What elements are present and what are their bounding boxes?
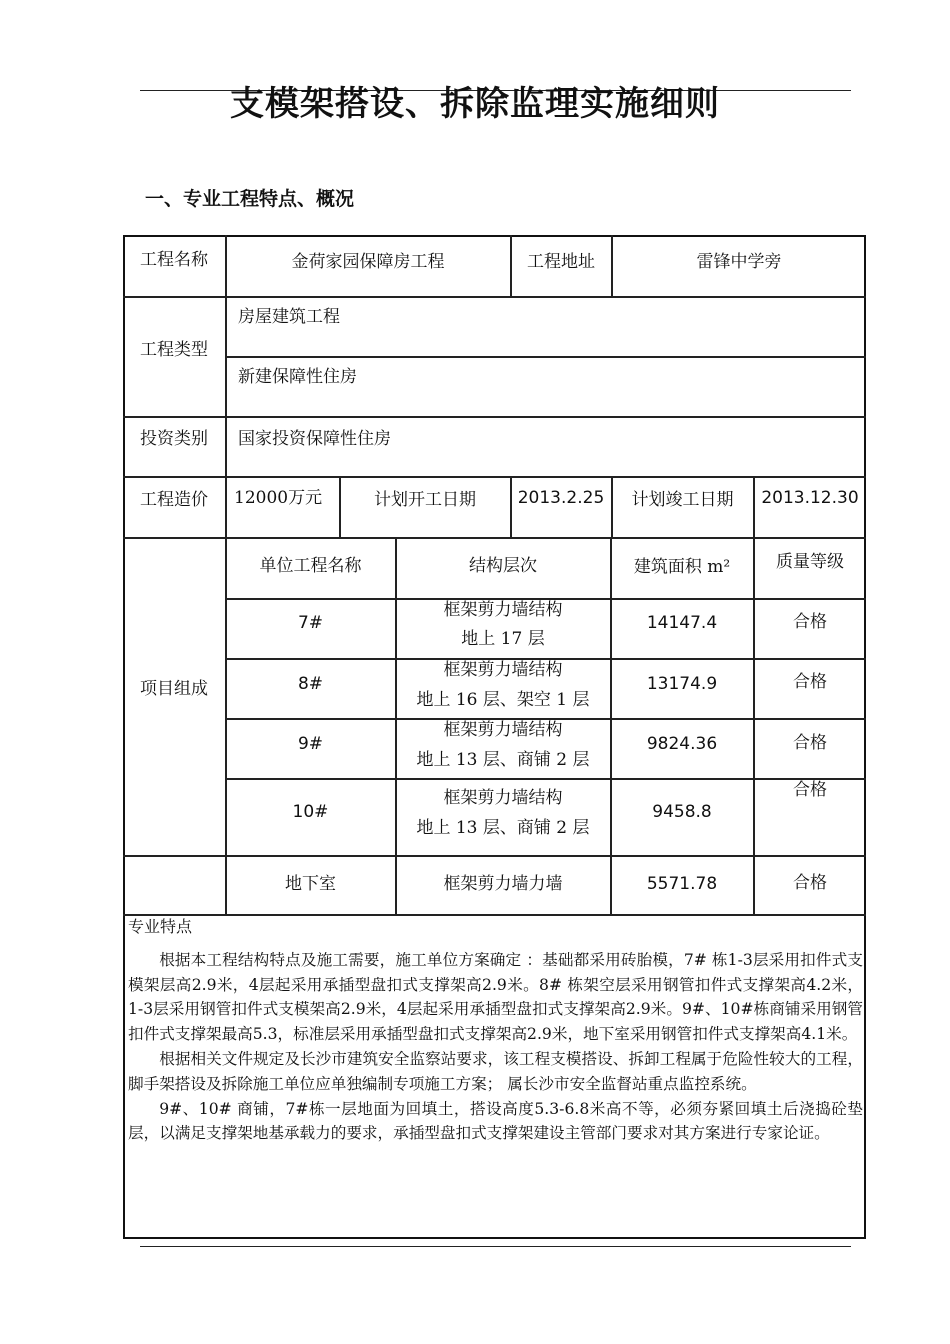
project-address-label: 工程地址 xyxy=(527,252,595,272)
planned-end-label: 计划竣工日期 xyxy=(631,490,734,510)
project-name-label: 工程名称 xyxy=(140,250,208,270)
project-cost-label: 工程造价 xyxy=(140,490,208,510)
table-row-grade: 合格 xyxy=(793,780,827,800)
features-paragraph: 根据本工程结构特点及施工需要，施工单位方案确定 ：基础都采用砖胎模，7# 栋1-3层采用扣件式支模架层高2.9米，4层起采用承插型盘扣式支撑架高2.9米。8# 栋架空层采用钢管扣件式支撑架高4.2米，1-3层采用钢管扣件式支模架高2.9米，4层起采用承插型盘扣式支撑架高2.9米。9#、10#栋商铺采用钢管扣件式支撑架最高5.3，标准层采用承插型盘扣式支撑架高2.9米，地下室采用钢管扣件式支撑架高4.1米。 xyxy=(128,950,863,1044)
table-row-unit: 7# xyxy=(297,613,324,633)
project-name-value: 金荷家园保障房工程 xyxy=(291,252,445,272)
project-type-value: 房屋建筑工程 xyxy=(238,307,340,327)
col-divider xyxy=(610,537,612,915)
basement-grade: 合格 xyxy=(793,873,827,893)
features-label: 专业特点 xyxy=(128,917,193,936)
investment-type-label: 投资类别 xyxy=(140,429,208,449)
table-row-structure: 框架剪力墙结构 xyxy=(443,660,563,680)
col-divider xyxy=(753,537,755,915)
table-row-area: 9458.8 xyxy=(652,802,712,822)
bottom-rule xyxy=(140,1246,851,1247)
composition-label: 项目组成 xyxy=(140,679,208,699)
basement-area: 5571.78 xyxy=(646,874,718,894)
table-row-area: 9824.36 xyxy=(646,734,718,754)
row-divider xyxy=(123,296,866,298)
features-section xyxy=(128,915,863,1146)
table-row-area: 14147.4 xyxy=(646,613,718,633)
planned-start-label: 计划开工日期 xyxy=(374,490,476,510)
section-heading: 一、专业工程特点、概况 xyxy=(145,188,355,210)
table-row-structure: 框架剪力墙结构 xyxy=(443,600,563,620)
row-divider xyxy=(123,855,866,857)
structure-header: 结构层次 xyxy=(469,556,537,576)
row-divider xyxy=(123,416,866,418)
table-row-grade: 合格 xyxy=(793,612,827,632)
features-paragraph: 9#、10# 商铺，7#栋一层地面为回填土，搭设高度5.3-6.8米高不等，必须夯紧回填土后浇捣砼垫层，以满足支撑架地基承载力的要求，承插型盘扣式支撑架建设主管部门要求对其方案进行专家论证。 xyxy=(128,1099,863,1143)
table-row-unit: 9# xyxy=(297,734,324,754)
row-divider xyxy=(225,356,866,358)
table-row-area: 13174.9 xyxy=(646,674,718,694)
project-cost-value: 12000万元 xyxy=(234,488,323,508)
table-row-floors: 地上 17 层 xyxy=(461,629,545,649)
table-row-structure: 框架剪力墙结构 xyxy=(443,788,563,808)
table-row-grade: 合格 xyxy=(793,733,827,753)
project-type-subvalue: 新建保障性住房 xyxy=(238,367,357,387)
document-title: 支模架搭设、拆除监理实施细则 xyxy=(230,84,720,124)
unit-name-header: 单位工程名称 xyxy=(259,556,362,576)
table-row-structure: 框架剪力墙结构 xyxy=(443,720,563,740)
grade-header: 质量等级 xyxy=(776,552,844,572)
row-divider xyxy=(123,537,866,539)
features-paragraph: 根据相关文件规定及长沙市建筑安全监察站要求，该工程支模搭设、拆卸工程属于危险性较大的工程， 脚手架搭设及拆除施工单位应单独编制专项施工方案； 属长沙市安全监督站重点监控系统。 xyxy=(128,1049,863,1093)
basement-unit: 地下室 xyxy=(285,874,336,894)
table-row-floors: 地上 13 层、商铺 2 层 xyxy=(416,750,590,770)
table-row-floors: 地上 16 层、架空 1 层 xyxy=(416,690,590,710)
basement-structure: 框架剪力墙力墙 xyxy=(443,874,563,894)
table-row-grade: 合格 xyxy=(793,672,827,692)
project-address-value: 雷锋中学旁 xyxy=(696,252,782,272)
investment-type-value: 国家投资保障性住房 xyxy=(238,429,391,449)
area-header: 建筑面积 m² xyxy=(633,557,731,577)
table-row-unit: 8# xyxy=(297,674,324,694)
project-type-label: 工程类型 xyxy=(140,340,208,360)
table-row-unit: 10# xyxy=(292,802,329,822)
planned-end-value: 2013.12.30 xyxy=(761,488,859,508)
planned-start-value: 2013.2.25 xyxy=(517,488,605,508)
row-divider xyxy=(123,476,866,478)
table-row-floors: 地上 13 层、商铺 2 层 xyxy=(416,818,590,838)
